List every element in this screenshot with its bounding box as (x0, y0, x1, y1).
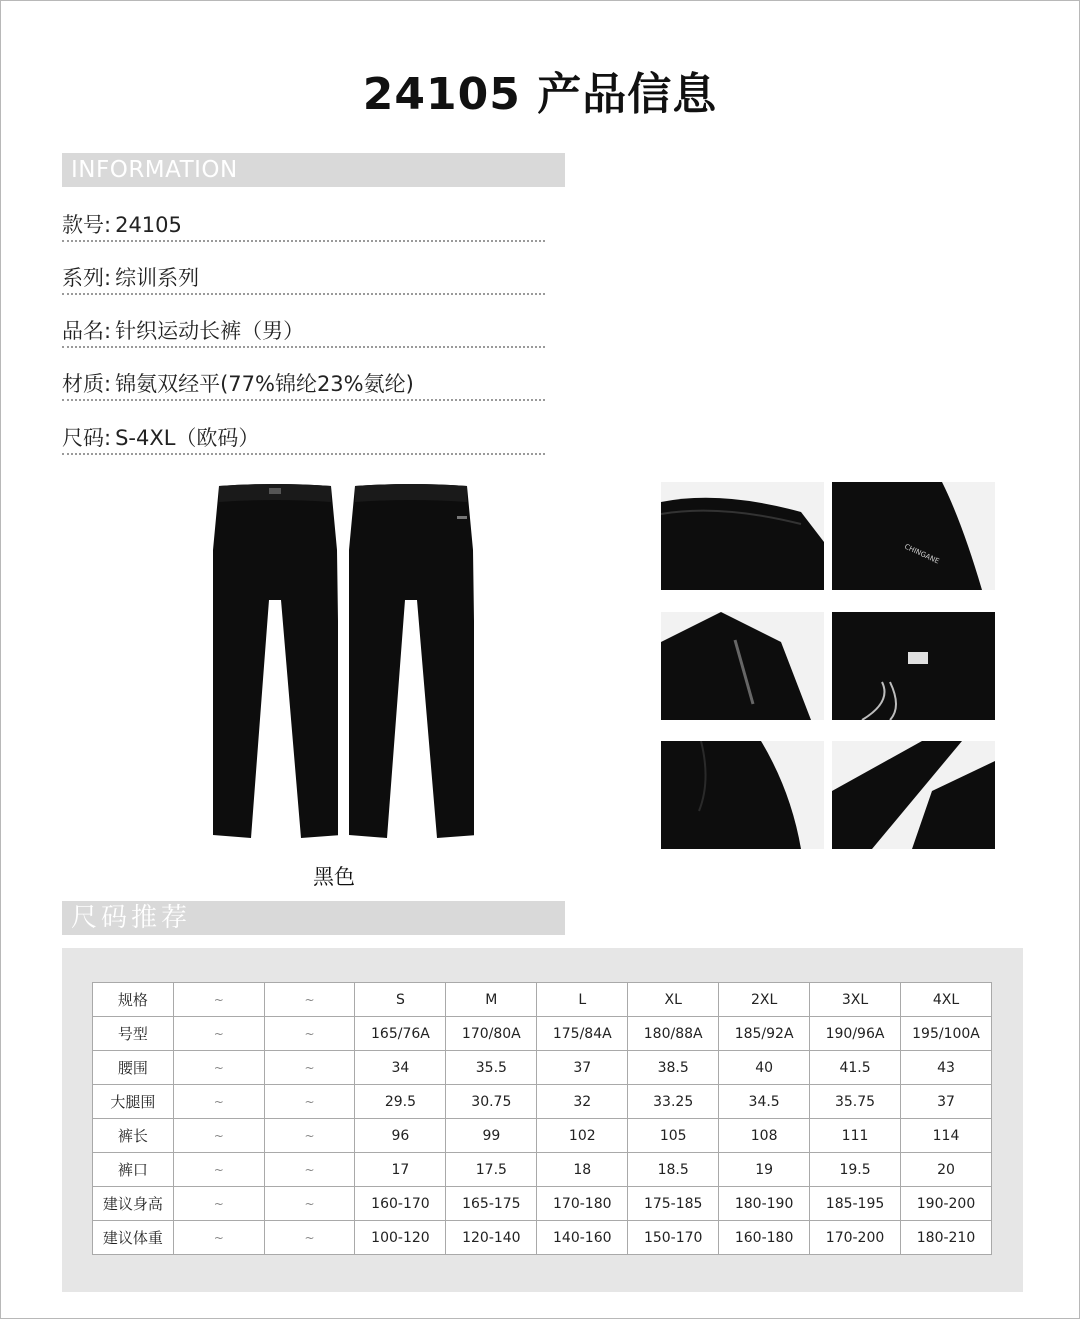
table-cell: 160-170 (355, 1187, 446, 1221)
table-cell: 170-180 (537, 1187, 628, 1221)
info-row-style-number (62, 210, 545, 242)
table-cell: 37 (537, 1051, 628, 1085)
info-row-series (62, 263, 545, 295)
table-cell: ~ (264, 1187, 355, 1221)
table-cell: 185-195 (810, 1187, 901, 1221)
table-cell: XL (628, 983, 719, 1017)
table-cell: 150-170 (628, 1221, 719, 1255)
table-cell: ~ (173, 1085, 264, 1119)
information-header: INFORMATION (62, 153, 565, 187)
table-row (93, 1187, 992, 1221)
brand-tag-text: CHINGANE (903, 542, 941, 566)
table-cell: 165/76A (355, 1017, 446, 1051)
size-table (92, 982, 992, 1255)
info-label: 品名: (62, 319, 112, 343)
info-value: 综训系列 (115, 266, 200, 290)
size-recommendation-header: 尺码推荐 (62, 901, 565, 935)
table-cell: 170/80A (446, 1017, 537, 1051)
table-row (93, 1153, 992, 1187)
table-cell: ~ (173, 1017, 264, 1051)
table-cell: 18 (537, 1153, 628, 1187)
table-cell: 2XL (719, 983, 810, 1017)
table-cell: 102 (537, 1119, 628, 1153)
table-cell: 建议体重 (93, 1221, 174, 1255)
info-value: 针织运动长裤（男） (115, 319, 305, 343)
table-cell: 114 (901, 1119, 992, 1153)
table-cell: ~ (264, 983, 355, 1017)
table-cell: ~ (173, 1051, 264, 1085)
table-cell: 175-185 (628, 1187, 719, 1221)
detail-pocket-photo (661, 612, 824, 720)
table-cell: 120-140 (446, 1221, 537, 1255)
table-row (93, 1017, 992, 1051)
table-cell: ~ (264, 1221, 355, 1255)
table-cell: 34.5 (719, 1085, 810, 1119)
detail-photo-grid (661, 482, 995, 849)
table-cell: 35.5 (446, 1051, 537, 1085)
table-cell: 大腿围 (93, 1085, 174, 1119)
table-cell: 160-180 (719, 1221, 810, 1255)
table-cell: 37 (901, 1085, 992, 1119)
table-cell: 3XL (810, 983, 901, 1017)
brand-tag-mark (457, 516, 467, 519)
table-cell: S (355, 983, 446, 1017)
table-cell: 140-160 (537, 1221, 628, 1255)
table-row (93, 1051, 992, 1085)
table-cell: ~ (173, 1221, 264, 1255)
table-cell: ~ (173, 983, 264, 1017)
table-cell: 180/88A (628, 1017, 719, 1051)
table-cell: 195/100A (901, 1017, 992, 1051)
table-cell: 180-190 (719, 1187, 810, 1221)
table-cell: M (446, 983, 537, 1017)
table-cell: 99 (446, 1119, 537, 1153)
table-cell: 175/84A (537, 1017, 628, 1051)
product-images (205, 480, 480, 842)
table-cell: ~ (264, 1051, 355, 1085)
table-cell: 41.5 (810, 1051, 901, 1085)
table-cell: 裤长 (93, 1119, 174, 1153)
table-cell: 105 (628, 1119, 719, 1153)
info-row-material (62, 369, 545, 401)
logo-mark (269, 488, 281, 494)
table-cell: 35.75 (810, 1085, 901, 1119)
table-cell: ~ (173, 1153, 264, 1187)
detail-waistband-photo (661, 482, 824, 590)
table-cell: 34 (355, 1051, 446, 1085)
table-cell: 43 (901, 1051, 992, 1085)
table-cell: ~ (264, 1017, 355, 1051)
table-cell: 100-120 (355, 1221, 446, 1255)
table-cell: 111 (810, 1119, 901, 1153)
table-cell: ~ (264, 1119, 355, 1153)
detail-drawstring-photo (832, 612, 995, 720)
table-cell: 180-210 (901, 1221, 992, 1255)
table-cell: L (537, 983, 628, 1017)
table-row (93, 1119, 992, 1153)
table-cell: 185/92A (719, 1017, 810, 1051)
table-cell: 规格 (93, 983, 174, 1017)
info-label: 款号: (62, 213, 112, 237)
table-cell: 38.5 (628, 1051, 719, 1085)
table-cell: ~ (264, 1153, 355, 1187)
page-title: 24105 产品信息 (362, 69, 718, 120)
pants-back-image (349, 480, 474, 842)
detail-hem-photo (832, 741, 995, 849)
table-cell: 17.5 (446, 1153, 537, 1187)
table-cell: 165-175 (446, 1187, 537, 1221)
table-row (93, 1221, 992, 1255)
table-cell: 号型 (93, 1017, 174, 1051)
table-cell: 108 (719, 1119, 810, 1153)
table-cell: 96 (355, 1119, 446, 1153)
table-cell: 29.5 (355, 1085, 446, 1119)
table-cell: 裤口 (93, 1153, 174, 1187)
table-cell: 建议身高 (93, 1187, 174, 1221)
info-label: 材质: (62, 372, 112, 396)
detail-side-photo (661, 741, 824, 849)
detail-logo-photo (832, 482, 995, 590)
info-value: 24105 (115, 213, 182, 237)
info-label: 尺码: (62, 426, 112, 450)
table-cell: 32 (537, 1085, 628, 1119)
table-cell: ~ (173, 1119, 264, 1153)
table-cell: 18.5 (628, 1153, 719, 1187)
table-cell: 170-200 (810, 1221, 901, 1255)
table-cell: ~ (264, 1085, 355, 1119)
table-cell: 腰围 (93, 1051, 174, 1085)
table-header-row (93, 983, 992, 1017)
info-value: 锦氨双经平(77%锦纶23%氨纶) (115, 372, 414, 396)
info-row-product-name (62, 316, 545, 348)
pants-front-image (213, 480, 338, 842)
table-row (93, 1085, 992, 1119)
table-cell: 4XL (901, 983, 992, 1017)
table-cell: 190-200 (901, 1187, 992, 1221)
table-cell: 33.25 (628, 1085, 719, 1119)
info-label: 系列: (62, 266, 112, 290)
table-cell: 17 (355, 1153, 446, 1187)
info-row-size-range (62, 423, 545, 455)
table-cell: 40 (719, 1051, 810, 1085)
color-label: 黑色 (313, 865, 355, 889)
table-cell: 20 (901, 1153, 992, 1187)
info-value: S-4XL（欧码） (115, 426, 260, 450)
table-cell: 19.5 (810, 1153, 901, 1187)
table-cell: 190/96A (810, 1017, 901, 1051)
table-cell: 30.75 (446, 1085, 537, 1119)
table-cell: ~ (173, 1187, 264, 1221)
table-cell: 19 (719, 1153, 810, 1187)
